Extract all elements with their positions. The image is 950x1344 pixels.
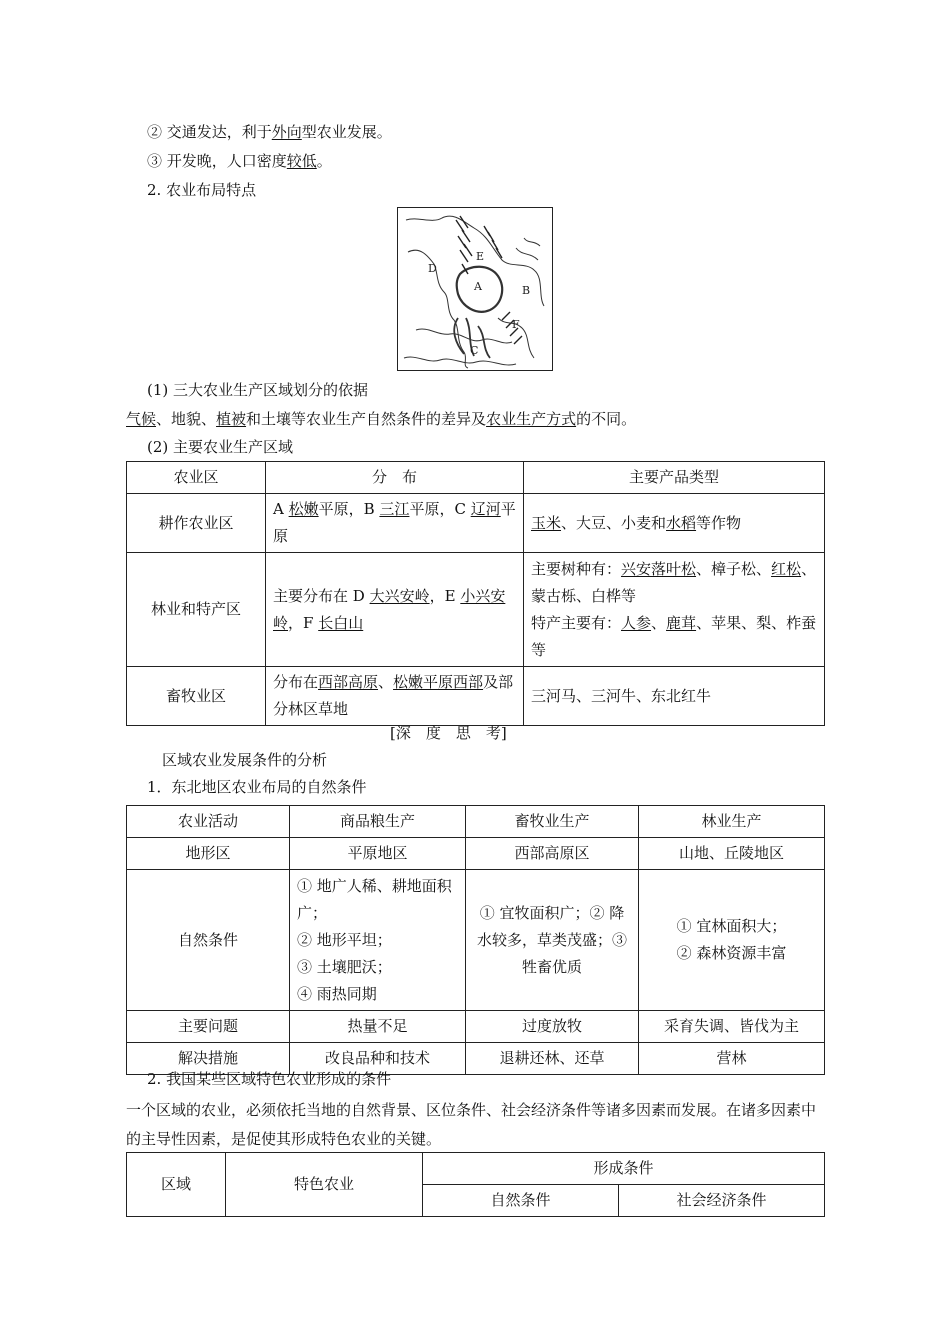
region-products: 玉米、大豆、小麦和水稻等作物	[524, 494, 825, 553]
table-header: 分 布	[266, 462, 524, 494]
text: 的不同。	[576, 410, 637, 428]
agri-region-table	[126, 461, 825, 726]
section-heading-layout: 2. 农业布局特点	[147, 181, 257, 199]
basis-heading: (1) 三大农业生产区域划分的依据	[147, 381, 369, 399]
map-label-e: E	[476, 250, 485, 263]
special-agriculture-table	[126, 1152, 825, 1217]
table-cell: 采育失调、皆伐为主	[639, 1011, 825, 1043]
table-cell: 主要问题	[127, 1011, 290, 1043]
map-label-b: B	[522, 284, 531, 297]
table-cell: 解决措施	[127, 1043, 290, 1075]
table-row	[127, 667, 825, 726]
subsection-heading-2: 2. 我国某些区域特色农业形成的条件	[147, 1070, 392, 1088]
region-name: 林业和特产区	[127, 553, 266, 667]
table-header: 自然条件	[423, 1185, 619, 1217]
paragraph: 一个区域的农业，必须依托当地的自然背景、区位条件、社会经济条件等诸多因素而发展。在诸多因素中的主导性因素，是促使其形成特色农业的关键。	[126, 1101, 817, 1148]
table-header: 区域	[127, 1153, 226, 1217]
table-cell: 平原地区	[290, 838, 466, 870]
table-cell: 自然条件	[127, 870, 290, 1011]
table-cell: 山地、丘陵地区	[639, 838, 825, 870]
text: 和土壤等农业生产自然条件的差异及	[246, 410, 487, 428]
table-header: 社会经济条件	[619, 1185, 825, 1217]
table-header: 商品粮生产	[290, 806, 466, 838]
map-label-a: A	[474, 280, 482, 293]
map-label-c: C	[470, 344, 479, 357]
underlined-term: 农业生产方式	[486, 410, 577, 428]
region-distribution: 分布在西部高原、松嫩平原西部及部分林区草地	[266, 667, 524, 726]
text: 。	[316, 152, 332, 170]
table-header: 畜牧业生产	[466, 806, 639, 838]
table-header: 农业活动	[127, 806, 290, 838]
region-products: 三河马、三河牛、东北红牛	[524, 667, 825, 726]
region-name: 畜牧业区	[127, 667, 266, 726]
table-header: 形成条件	[423, 1153, 825, 1185]
region-products: 主要树种有：兴安落叶松、樟子松、红松、蒙古栎、白桦等 特产主要有：人参、鹿茸、苹果、梨、柞蚕等	[524, 553, 825, 667]
table-row	[127, 462, 825, 494]
northeast-map-figure	[397, 207, 553, 371]
basis-text	[126, 408, 636, 430]
table-header: 农业区	[127, 462, 266, 494]
table-row	[127, 806, 825, 838]
regions-heading: (2) 主要农业生产区域	[147, 438, 294, 456]
region-distribution: 主要分布在 D 大兴安岭，E 小兴安岭，F 长白山	[266, 553, 524, 667]
table-cell: 退耕还林、还草	[466, 1043, 639, 1075]
table-cell: 西部高原区	[466, 838, 639, 870]
table-cell: 营林	[639, 1043, 825, 1075]
analysis-title: 区域农业发展条件的分析	[162, 751, 328, 769]
map-label-f: F	[512, 318, 520, 331]
underlined-term: 植被	[216, 410, 247, 428]
subsection-heading-1: 1．东北地区农业布局的自然条件	[147, 778, 367, 796]
natural-conditions-table	[126, 805, 825, 1075]
text: ③ 开发晚，人口密度	[147, 152, 287, 170]
map-label-d: D	[428, 262, 437, 275]
underlined-term: 气候	[126, 410, 157, 428]
table-cell: 改良品种和技术	[290, 1043, 466, 1075]
livestock-natural-conditions: ① 宜牧面积广；② 降水较多，草类茂盛；③ 牲畜优质	[466, 870, 639, 1011]
table-cell: 地形区	[127, 838, 290, 870]
table-row	[127, 870, 825, 1011]
table-row	[127, 838, 825, 870]
table-row	[127, 494, 825, 553]
forest-natural-conditions: ① 宜林面积大； ② 森林资源丰富	[639, 870, 825, 1011]
text: 型农业发展。	[301, 123, 392, 141]
text: 、地貌、	[156, 410, 217, 428]
region-name: 耕作农业区	[127, 494, 266, 553]
northeast-map-drawing	[398, 208, 552, 370]
table-header: 主要产品类型	[524, 462, 825, 494]
table-row	[127, 1011, 825, 1043]
intro-item-2	[147, 121, 392, 143]
table-header: 特色农业	[226, 1153, 423, 1217]
underlined-term: 外向	[271, 123, 302, 141]
table-header: 林业生产	[639, 806, 825, 838]
region-distribution: A 松嫩平原，B 三江平原，C 辽河平原	[266, 494, 524, 553]
intro-item-3	[147, 150, 332, 172]
table-row	[127, 553, 825, 667]
table-row	[127, 1153, 825, 1185]
text: ② 交通发达，利于	[147, 123, 272, 141]
underlined-term: 较低	[286, 152, 317, 170]
grain-natural-conditions: ① 地广人稀、耕地面积广； ② 地形平坦； ③ 土壤肥沃； ④ 雨热同期	[290, 870, 466, 1011]
deep-think-label: [深 度 思 考]	[390, 724, 507, 742]
table-cell: 过度放牧	[466, 1011, 639, 1043]
table-cell: 热量不足	[290, 1011, 466, 1043]
